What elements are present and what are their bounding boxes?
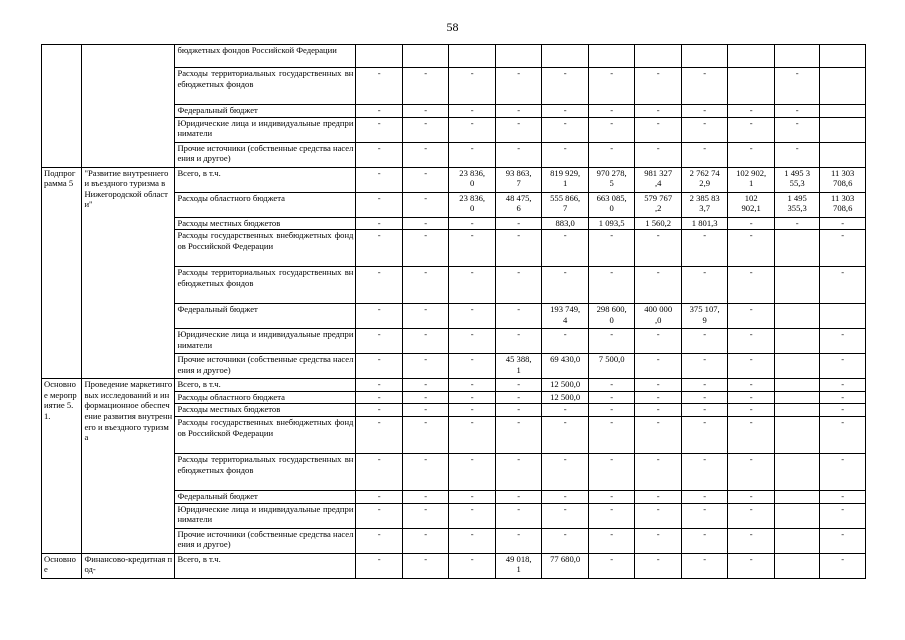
value-cell	[728, 45, 775, 68]
value-cell: 45 388, 1	[495, 354, 542, 379]
value-cell: 883,0	[542, 217, 589, 230]
value-cell: 193 749, 4	[542, 304, 589, 329]
value-cell: -	[356, 553, 403, 578]
value-cell: -	[728, 553, 775, 578]
value-cell: -	[588, 142, 635, 167]
value-cell: -	[820, 379, 866, 392]
value-cell: -	[402, 192, 449, 217]
value-cell: -	[449, 416, 496, 453]
value-cell	[774, 503, 819, 528]
value-cell: -	[588, 391, 635, 404]
value-cell: -	[635, 117, 682, 142]
value-cell: 102 902, 1	[728, 167, 775, 192]
value-cell: 375 107, 9	[681, 304, 728, 329]
value-cell: -	[356, 416, 403, 453]
value-cell: -	[728, 117, 775, 142]
value-cell: -	[588, 379, 635, 392]
value-cell	[774, 267, 819, 304]
value-cell: 1 801,3	[681, 217, 728, 230]
value-cell: -	[449, 230, 496, 267]
value-cell: -	[728, 267, 775, 304]
value-cell: -	[728, 404, 775, 417]
value-cell: -	[495, 379, 542, 392]
funding-source-cell: Юридические лица и индивидуальные предприниматели	[175, 503, 356, 528]
value-cell: -	[728, 453, 775, 490]
value-cell: -	[449, 379, 496, 392]
value-cell: -	[542, 68, 589, 105]
value-cell: 555 866, 7	[542, 192, 589, 217]
value-cell	[449, 45, 496, 68]
value-cell: -	[495, 267, 542, 304]
funding-source-cell: Федеральный бюджет	[175, 490, 356, 503]
value-cell: -	[635, 490, 682, 503]
value-cell	[774, 404, 819, 417]
value-cell: -	[820, 354, 866, 379]
value-cell: -	[588, 553, 635, 578]
value-cell: -	[449, 391, 496, 404]
value-cell: 1 495 355,3	[774, 192, 819, 217]
value-cell	[774, 453, 819, 490]
value-cell: -	[774, 142, 819, 167]
value-cell: -	[820, 503, 866, 528]
value-cell: -	[356, 503, 403, 528]
value-cell: -	[542, 329, 589, 354]
value-cell: -	[588, 416, 635, 453]
program-name-cell: Финансово-кредитная под-	[82, 553, 175, 578]
program-name-cell: Проведение маркетинговых исследований и информационное обеспечение развития внутреннего и въездного туризма	[82, 379, 175, 553]
value-cell: -	[728, 416, 775, 453]
value-cell: 23 836, 0	[449, 167, 496, 192]
funding-source-cell: Юридические лица и индивидуальные предприниматели	[175, 329, 356, 354]
value-cell: -	[588, 68, 635, 105]
value-cell: -	[542, 528, 589, 553]
value-cell: -	[635, 379, 682, 392]
value-cell: -	[402, 117, 449, 142]
value-cell: -	[356, 105, 403, 118]
value-cell: -	[635, 230, 682, 267]
value-cell: 2 385 83 3,7	[681, 192, 728, 217]
value-cell: -	[356, 117, 403, 142]
value-cell: -	[681, 528, 728, 553]
value-cell: -	[681, 391, 728, 404]
value-cell: -	[402, 167, 449, 192]
value-cell: -	[402, 404, 449, 417]
value-cell: -	[681, 267, 728, 304]
value-cell: -	[728, 391, 775, 404]
value-cell: -	[681, 490, 728, 503]
value-cell: 93 863, 7	[495, 167, 542, 192]
value-cell: -	[820, 490, 866, 503]
value-cell	[681, 45, 728, 68]
value-cell: -	[402, 453, 449, 490]
value-cell	[356, 45, 403, 68]
value-cell: -	[449, 68, 496, 105]
value-cell: -	[449, 553, 496, 578]
page-number: 58	[446, 20, 459, 34]
value-cell: -	[495, 391, 542, 404]
value-cell: -	[449, 267, 496, 304]
program-name-cell: "Развитие внутреннего и въездного туризма в Нижегородской области"	[82, 167, 175, 379]
value-cell: -	[402, 105, 449, 118]
value-cell: -	[820, 404, 866, 417]
value-cell	[774, 528, 819, 553]
value-cell: -	[449, 217, 496, 230]
value-cell: -	[588, 329, 635, 354]
value-cell: 12 500,0	[542, 379, 589, 392]
section-cell: Подпрограмма 5	[42, 167, 82, 379]
value-cell: -	[635, 68, 682, 105]
value-cell: 400 000 ,0	[635, 304, 682, 329]
value-cell: -	[588, 503, 635, 528]
funding-source-cell: Расходы территориальных государственных внебюджетных фондов	[175, 68, 356, 105]
value-cell	[774, 230, 819, 267]
value-cell: -	[820, 230, 866, 267]
value-cell: -	[542, 117, 589, 142]
value-cell: -	[820, 416, 866, 453]
funding-source-cell: Всего, в т.ч.	[175, 553, 356, 578]
table-row	[42, 45, 866, 68]
table-row	[42, 379, 866, 392]
value-cell	[635, 45, 682, 68]
value-cell: -	[728, 105, 775, 118]
value-cell: -	[495, 404, 542, 417]
value-cell: -	[635, 404, 682, 417]
funding-source-cell: Расходы территориальных государственных внебюджетных фондов	[175, 267, 356, 304]
value-cell: -	[681, 105, 728, 118]
value-cell: -	[402, 490, 449, 503]
value-cell: -	[542, 404, 589, 417]
value-cell: -	[588, 230, 635, 267]
value-cell: -	[681, 329, 728, 354]
value-cell: -	[681, 142, 728, 167]
value-cell: 77 680,0	[542, 553, 589, 578]
value-cell: 23 836, 0	[449, 192, 496, 217]
funding-source-cell: Прочие источники (собственные средства населения и другое)	[175, 142, 356, 167]
funding-source-cell: Расходы государственных внебюджетных фондов Российской Федерации	[175, 416, 356, 453]
value-cell: -	[495, 304, 542, 329]
funding-source-cell: Федеральный бюджет	[175, 304, 356, 329]
value-cell	[774, 329, 819, 354]
value-cell: -	[728, 304, 775, 329]
value-cell: -	[635, 503, 682, 528]
value-cell: -	[449, 142, 496, 167]
value-cell: -	[356, 391, 403, 404]
value-cell	[774, 379, 819, 392]
value-cell: 1 093,5	[588, 217, 635, 230]
value-cell: -	[402, 553, 449, 578]
funding-source-cell: Юридические лица и индивидуальные предприниматели	[175, 117, 356, 142]
funding-source-cell: Расходы территориальных государственных внебюджетных фондов	[175, 453, 356, 490]
value-cell: -	[681, 354, 728, 379]
value-cell: -	[495, 68, 542, 105]
funding-source-cell: Расходы областного бюджета	[175, 192, 356, 217]
value-cell	[820, 45, 866, 68]
value-cell: -	[495, 329, 542, 354]
value-cell: -	[542, 503, 589, 528]
value-cell: -	[495, 528, 542, 553]
value-cell	[728, 68, 775, 105]
value-cell: -	[495, 105, 542, 118]
value-cell: -	[356, 453, 403, 490]
value-cell: -	[449, 329, 496, 354]
value-cell	[774, 354, 819, 379]
value-cell: -	[820, 267, 866, 304]
funding-source-cell: бюджетных фондов Российской Федерации	[175, 45, 356, 68]
value-cell: -	[588, 117, 635, 142]
value-cell: -	[728, 379, 775, 392]
value-cell: -	[635, 354, 682, 379]
value-cell: -	[402, 142, 449, 167]
value-cell: -	[774, 105, 819, 118]
value-cell: -	[495, 453, 542, 490]
value-cell: -	[635, 267, 682, 304]
section-cell: Основное мероприятие 5.1.	[42, 379, 82, 553]
value-cell	[820, 142, 866, 167]
value-cell: -	[635, 528, 682, 553]
value-cell	[495, 45, 542, 68]
value-cell: -	[402, 354, 449, 379]
value-cell: -	[356, 379, 403, 392]
value-cell: -	[356, 304, 403, 329]
value-cell: -	[588, 490, 635, 503]
value-cell: -	[681, 230, 728, 267]
value-cell: -	[449, 117, 496, 142]
value-cell: -	[402, 391, 449, 404]
value-cell	[774, 490, 819, 503]
value-cell: -	[774, 68, 819, 105]
value-cell: -	[820, 453, 866, 490]
value-cell: -	[728, 329, 775, 354]
value-cell: -	[449, 304, 496, 329]
value-cell: -	[588, 453, 635, 490]
value-cell: -	[542, 453, 589, 490]
value-cell: -	[820, 217, 866, 230]
value-cell: -	[356, 192, 403, 217]
value-cell: -	[728, 230, 775, 267]
value-cell: -	[449, 404, 496, 417]
value-cell: 663 085, 0	[588, 192, 635, 217]
funding-source-cell: Расходы областного бюджета	[175, 391, 356, 404]
value-cell: 12 500,0	[542, 391, 589, 404]
value-cell: 48 475, 6	[495, 192, 542, 217]
value-cell: -	[588, 404, 635, 417]
value-cell: -	[635, 553, 682, 578]
funding-source-cell: Расходы местных бюджетов	[175, 404, 356, 417]
value-cell: 69 430,0	[542, 354, 589, 379]
funding-source-cell: Федеральный бюджет	[175, 105, 356, 118]
value-cell: 981 327 ,4	[635, 167, 682, 192]
value-cell: -	[728, 490, 775, 503]
value-cell	[774, 553, 819, 578]
value-cell: -	[356, 68, 403, 105]
section-cell: Основное	[42, 553, 82, 578]
value-cell: 298 600, 0	[588, 304, 635, 329]
value-cell	[542, 45, 589, 68]
value-cell: -	[728, 528, 775, 553]
value-cell: -	[542, 105, 589, 118]
value-cell: -	[402, 230, 449, 267]
value-cell: -	[449, 105, 496, 118]
value-cell: -	[402, 68, 449, 105]
value-cell: -	[449, 490, 496, 503]
value-cell: -	[820, 329, 866, 354]
table-row	[42, 553, 866, 578]
value-cell: -	[542, 230, 589, 267]
value-cell	[774, 416, 819, 453]
value-cell: -	[588, 267, 635, 304]
value-cell: 579 767 ,2	[635, 192, 682, 217]
funding-source-cell: Прочие источники (собственные средства населения и другое)	[175, 354, 356, 379]
value-cell: -	[542, 267, 589, 304]
value-cell: -	[402, 503, 449, 528]
funding-source-cell: Всего, в т.ч.	[175, 167, 356, 192]
value-cell: 7 500,0	[588, 354, 635, 379]
value-cell: -	[588, 105, 635, 118]
value-cell: -	[681, 453, 728, 490]
value-cell: -	[495, 490, 542, 503]
value-cell: -	[681, 503, 728, 528]
value-cell	[774, 391, 819, 404]
value-cell: -	[356, 267, 403, 304]
value-cell: -	[820, 553, 866, 578]
value-cell: -	[542, 142, 589, 167]
value-cell: -	[495, 416, 542, 453]
value-cell: -	[356, 142, 403, 167]
value-cell: -	[402, 329, 449, 354]
table-row	[42, 167, 866, 192]
value-cell	[774, 304, 819, 329]
section-cell	[42, 45, 82, 168]
value-cell	[820, 117, 866, 142]
value-cell: -	[542, 490, 589, 503]
value-cell: -	[588, 528, 635, 553]
value-cell: -	[356, 490, 403, 503]
value-cell: -	[402, 416, 449, 453]
value-cell: -	[495, 117, 542, 142]
value-cell: -	[449, 528, 496, 553]
value-cell: -	[495, 217, 542, 230]
value-cell: -	[402, 217, 449, 230]
program-name-cell	[82, 45, 175, 168]
value-cell: -	[542, 416, 589, 453]
value-cell: -	[495, 503, 542, 528]
value-cell: -	[356, 528, 403, 553]
funding-source-cell: Всего, в т.ч.	[175, 379, 356, 392]
value-cell: -	[449, 503, 496, 528]
value-cell	[402, 45, 449, 68]
value-cell: -	[356, 354, 403, 379]
value-cell: 1 495 3 55,3	[774, 167, 819, 192]
value-cell: -	[681, 416, 728, 453]
value-cell: -	[402, 379, 449, 392]
value-cell: -	[635, 105, 682, 118]
value-cell: -	[356, 404, 403, 417]
value-cell: -	[728, 354, 775, 379]
value-cell: -	[728, 142, 775, 167]
value-cell: -	[402, 304, 449, 329]
value-cell: 11 303 708,6	[820, 167, 866, 192]
value-cell: 970 278, 5	[588, 167, 635, 192]
value-cell: 11 303 708,6	[820, 192, 866, 217]
value-cell: -	[356, 329, 403, 354]
value-cell: 102 902,1	[728, 192, 775, 217]
value-cell	[774, 45, 819, 68]
value-cell: 1 560,2	[635, 217, 682, 230]
value-cell: -	[820, 391, 866, 404]
value-cell: 819 929, 1	[542, 167, 589, 192]
value-cell: -	[635, 391, 682, 404]
value-cell: -	[635, 142, 682, 167]
value-cell	[588, 45, 635, 68]
value-cell	[820, 68, 866, 105]
value-cell: -	[402, 267, 449, 304]
value-cell: -	[820, 528, 866, 553]
value-cell: -	[495, 142, 542, 167]
value-cell: -	[356, 167, 403, 192]
value-cell: 2 762 74 2,9	[681, 167, 728, 192]
value-cell: -	[681, 404, 728, 417]
value-cell: -	[774, 117, 819, 142]
budget-table	[41, 44, 866, 579]
value-cell: -	[449, 453, 496, 490]
value-cell: -	[495, 230, 542, 267]
value-cell: -	[356, 217, 403, 230]
value-cell: -	[635, 416, 682, 453]
value-cell: -	[728, 503, 775, 528]
funding-source-cell: Прочие источники (собственные средства населения и другое)	[175, 528, 356, 553]
value-cell: -	[774, 217, 819, 230]
value-cell: -	[681, 379, 728, 392]
value-cell: -	[356, 230, 403, 267]
value-cell: -	[635, 453, 682, 490]
value-cell	[820, 105, 866, 118]
value-cell: -	[449, 354, 496, 379]
value-cell: -	[681, 553, 728, 578]
value-cell: -	[402, 528, 449, 553]
value-cell: 49 018, 1	[495, 553, 542, 578]
funding-source-cell: Расходы местных бюджетов	[175, 217, 356, 230]
funding-source-cell: Расходы государственных внебюджетных фондов Российской Федерации	[175, 230, 356, 267]
value-cell	[820, 304, 866, 329]
value-cell: -	[681, 68, 728, 105]
value-cell: -	[635, 329, 682, 354]
value-cell: -	[728, 217, 775, 230]
value-cell: -	[681, 117, 728, 142]
